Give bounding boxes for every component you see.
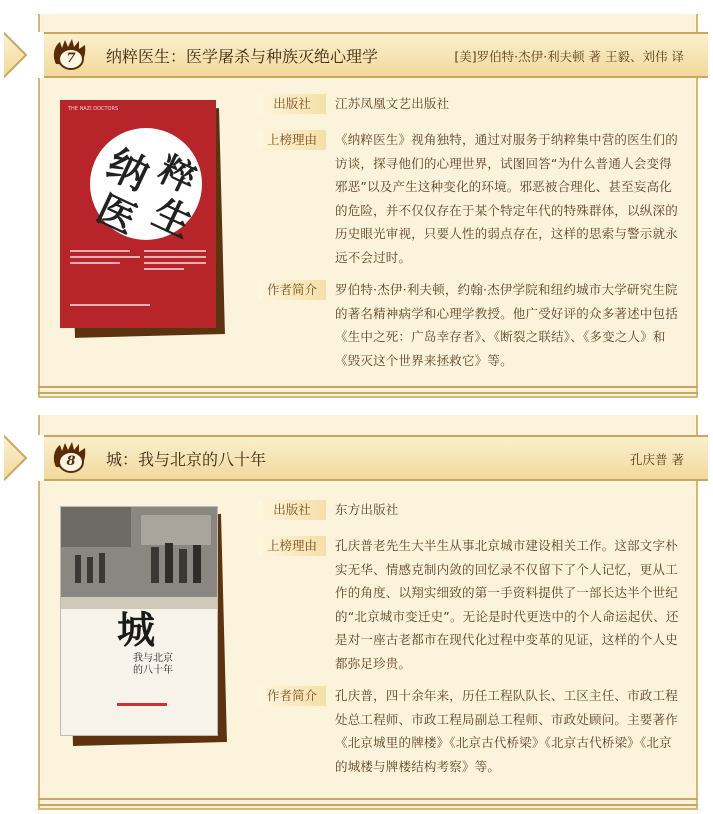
rank-number: 7 [58, 48, 84, 70]
book-header-8 [4, 435, 708, 481]
svg-text:纳: 纳 [99, 141, 156, 200]
publisher-value: 江苏凤凰文艺出版社 [335, 96, 450, 111]
book-header-7 [4, 32, 708, 78]
book-cover-8 [60, 506, 218, 736]
book-title: 纳粹医生：医学屠杀与种族灭绝心理学 [106, 47, 379, 66]
publisher-tag: 出版社 [258, 500, 326, 520]
book-cover-7 [60, 100, 216, 328]
svg-text:城: 城 [117, 607, 156, 652]
svg-text:粹: 粹 [152, 148, 203, 202]
bio-tag: 作者简介 [258, 686, 326, 706]
cover-english-title: THE NAZI DOCTORS [68, 106, 119, 112]
rank-badge-icon [50, 40, 88, 70]
cover-subtitle: 我与北京的八十年 [133, 653, 173, 676]
reason-tag: 上榜理由 [258, 130, 326, 150]
book-author: 孔庆普 著 [630, 452, 684, 467]
bio-value: 孔庆普，四十余年来，历任工程队队长、工区主任、市政工程处总工程师、市政工程局副总工程师、市政处顾问。主要著作《北京城里的牌楼》《北京古代桥梁》《北京古代桥梁》《北京的城楼与牌楼结构考察》等。 [335, 688, 678, 774]
reason-tag: 上榜理由 [258, 536, 326, 556]
reason-value: 孔庆普老先生大半生从事北京城市建设相关工作。这部文字朴实无华、情感克制内敛的回忆录不仅留下了个人记忆，更从工作的角度、以翔实细致的第一手资料提供了一部长达半个世纪的“北京城市变迁史”。无论是时代更迭中的个人命运起伏、还是对一座古老都市在现代化过程中变革的见证，这样的个人史都弥足珍贵。 [335, 538, 679, 671]
cover-art [61, 507, 218, 736]
rank-number: 8 [58, 451, 84, 473]
bio-tag: 作者简介 [258, 280, 326, 300]
svg-text:医: 医 [90, 186, 144, 243]
reason-value: 《纳粹医生》视角独特，通过对服务于纳粹集中营的医生们的访谈，探寻他们的心理世界，试图回答“为什么普通人会变得邪恶”以及产生这种变化的环境。邪恶被合理化、甚至妄高化的危险，并不仅仅存在于某个特定年代的特殊群体，以纵深的历史眼光审视，只要人性的弱点存在，这样的思索与警示就永远不会过时。 [335, 132, 678, 265]
book-author: [美]罗伯特·杰伊·利夫顿 著 王毅、刘伟 译 [454, 49, 684, 64]
bio-value: 罗伯特·杰伊·利夫顿，约翰·杰伊学院和纽约城市大学研究生院的著名精神病学和心理学教授。他广受好评的众多著述中包括《生中之死：广岛幸存者》、《断裂之联结》、《多变之人》和《毁灭这个世界来拯救它》等。 [335, 282, 678, 368]
publisher-value: 东方出版社 [335, 502, 399, 517]
cover-art [60, 100, 216, 328]
rank-badge-icon [50, 443, 88, 473]
ribbon-notch [4, 32, 44, 78]
book-title: 城：我与北京的八十年 [106, 450, 267, 469]
svg-text:生: 生 [146, 190, 200, 247]
publisher-tag: 出版社 [258, 94, 326, 114]
ribbon-notch [4, 435, 44, 481]
